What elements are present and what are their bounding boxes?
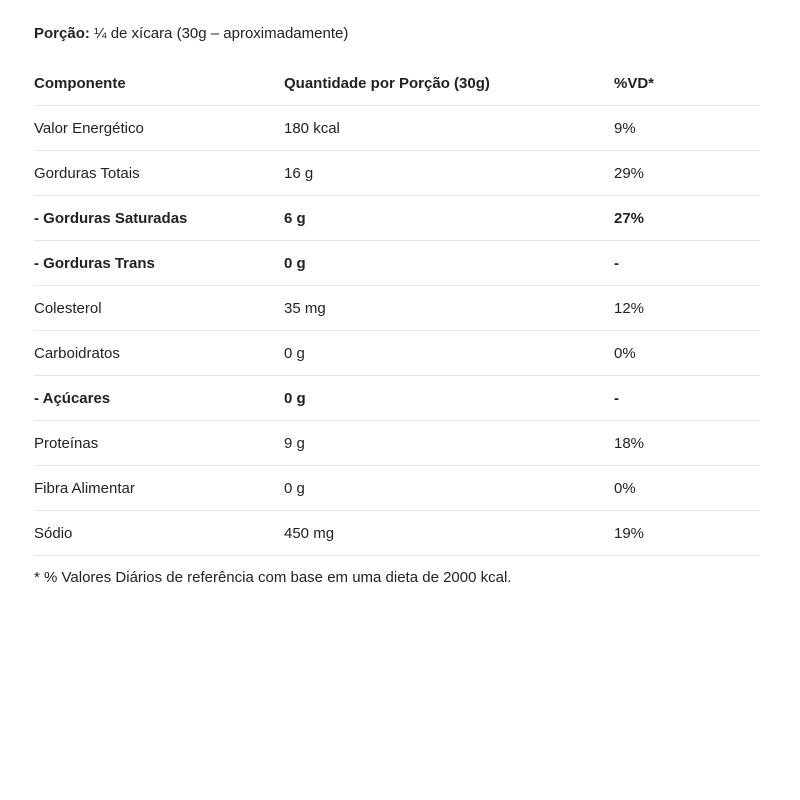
nutrient-daily-value: 27%	[614, 196, 760, 241]
nutrient-name: - Açúcares	[34, 376, 284, 421]
table-header-row	[34, 62, 760, 106]
nutrient-amount: 0 g	[284, 466, 614, 511]
table-row	[34, 196, 760, 241]
nutrient-name: - Gorduras Saturadas	[34, 196, 284, 241]
nutrient-amount: 35 mg	[284, 286, 614, 331]
nutrient-name: Valor Energético	[34, 106, 284, 151]
nutrient-name: Carboidratos	[34, 331, 284, 376]
table-row	[34, 331, 760, 376]
table-row	[34, 466, 760, 511]
nutrition-table	[34, 62, 760, 556]
footnote: * % Valores Diários de referência com base em uma dieta de 2000 kcal.	[34, 569, 512, 586]
nutrient-amount: 6 g	[284, 196, 614, 241]
table-row	[34, 511, 760, 556]
table-row	[34, 106, 760, 151]
nutrient-amount: 16 g	[284, 151, 614, 196]
nutrient-daily-value: -	[614, 376, 760, 421]
nutrient-name: Fibra Alimentar	[34, 466, 284, 511]
serving-value: ¼ de xícara (30g – aproximadamente)	[89, 25, 349, 42]
nutrient-amount: 9 g	[284, 421, 614, 466]
nutrient-name: Colesterol	[34, 286, 284, 331]
table-row	[34, 376, 760, 421]
header-component: Componente	[34, 62, 284, 106]
serving-size	[34, 24, 348, 44]
table-body	[34, 106, 760, 556]
table-row	[34, 151, 760, 196]
nutrient-name: Proteínas	[34, 421, 284, 466]
nutrient-name: Sódio	[34, 511, 284, 556]
nutrient-amount: 0 g	[284, 241, 614, 286]
header-amount: Quantidade por Porção (30g)	[284, 62, 614, 106]
header-daily-value: %VD*	[614, 62, 760, 106]
nutrient-amount: 450 mg	[284, 511, 614, 556]
table-row	[34, 286, 760, 331]
nutrient-daily-value: 29%	[614, 151, 760, 196]
nutrient-daily-value: 12%	[614, 286, 760, 331]
nutrient-daily-value: 9%	[614, 106, 760, 151]
nutrient-daily-value: 0%	[614, 331, 760, 376]
table-row	[34, 241, 760, 286]
nutrient-amount: 180 kcal	[284, 106, 614, 151]
serving-label: Porção:	[34, 25, 90, 42]
nutrient-name: - Gorduras Trans	[34, 241, 284, 286]
nutrient-daily-value: -	[614, 241, 760, 286]
nutrient-daily-value: 18%	[614, 421, 760, 466]
nutrient-name: Gorduras Totais	[34, 151, 284, 196]
nutrient-amount: 0 g	[284, 376, 614, 421]
nutrient-daily-value: 0%	[614, 466, 760, 511]
nutrient-amount: 0 g	[284, 331, 614, 376]
nutrient-daily-value: 19%	[614, 511, 760, 556]
table-row	[34, 421, 760, 466]
